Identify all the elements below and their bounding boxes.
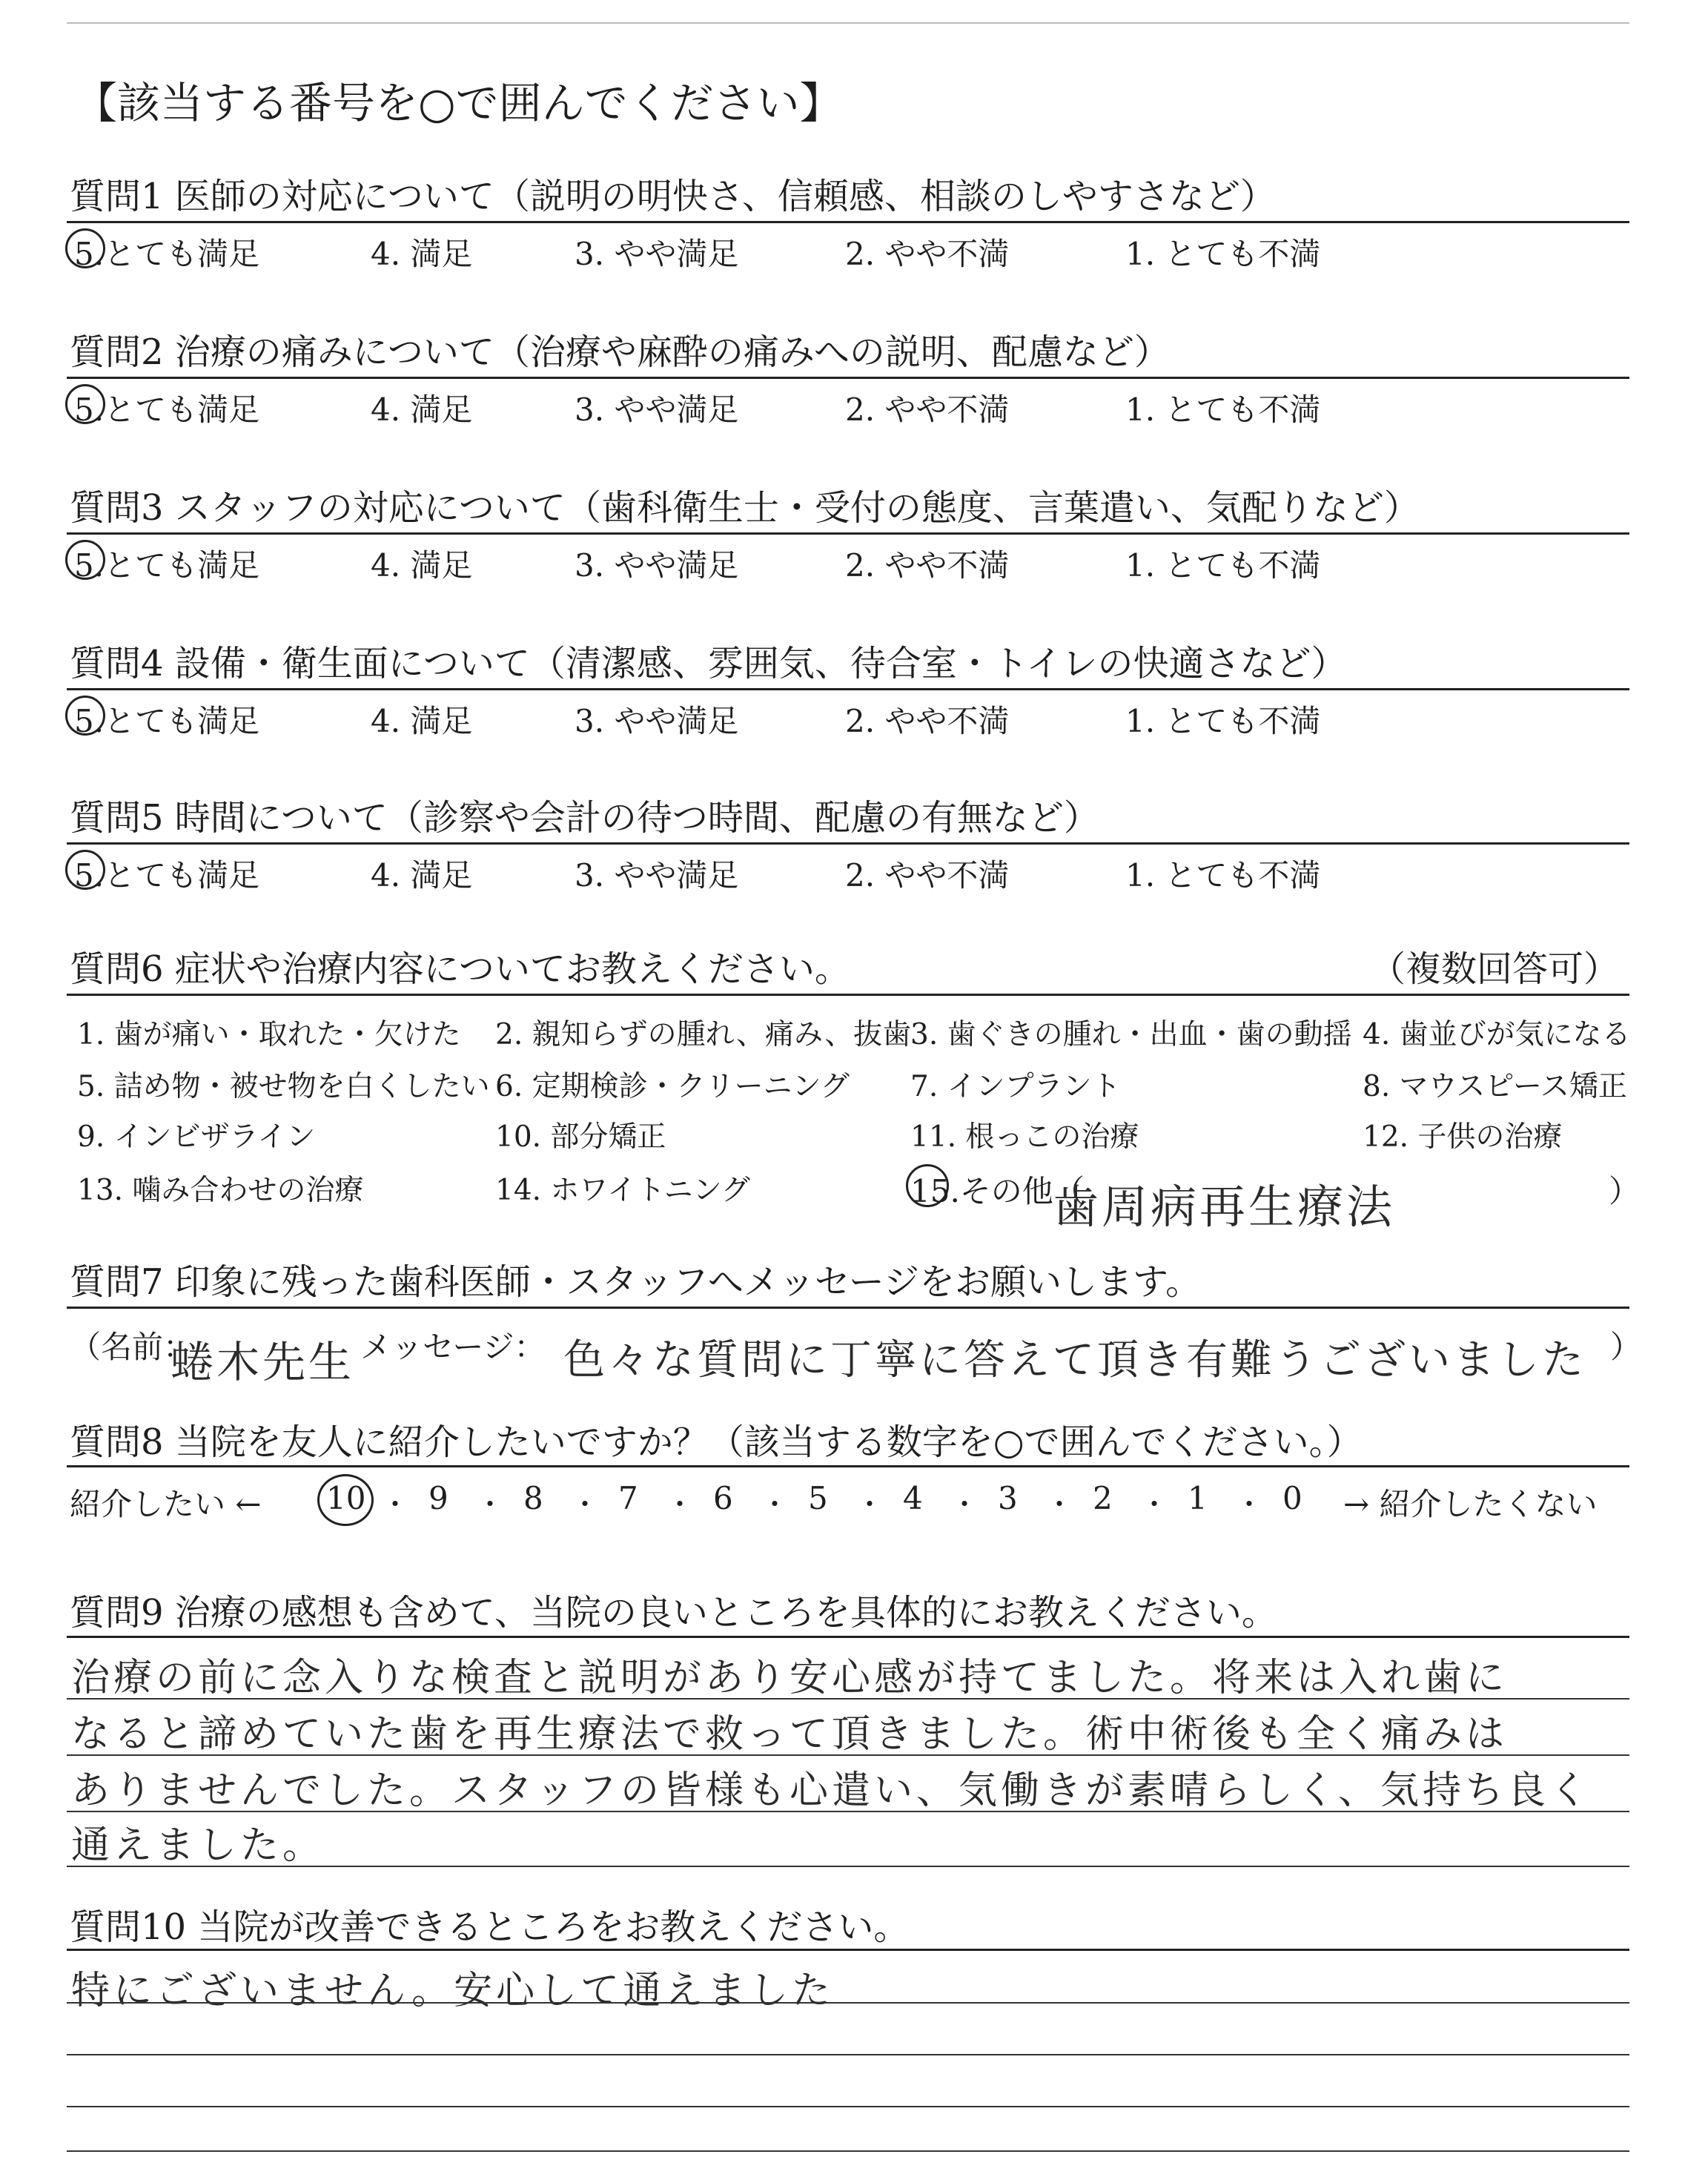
q6-option: 1. 歯が痛い・取れた・欠けた [77,1018,461,1051]
q8-scale-separator: ・ [381,1488,410,1521]
q8-scale-separator: ・ [1045,1488,1074,1521]
question-2-option: 2. やや不満 [845,392,1010,428]
q8-scale-separator: ・ [476,1488,505,1521]
q9-handwritten-line: 通えました。 [71,1823,325,1868]
q6-other-handwriting: 歯周病再生療法 [1053,1180,1396,1234]
question-2-option: 1. とても不満 [1125,392,1321,428]
q8-scale-value: 10 [326,1480,366,1516]
question-1-option: 2. やや不満 [845,236,1010,272]
question-3-option: 3. やや満足 [575,547,739,584]
q6-other-close: ） [1609,1173,1641,1209]
q7-close: ） [1610,1329,1642,1365]
q8-scale-separator: ・ [571,1488,600,1521]
q6-option: 6. 定期検診・クリーニング [495,1070,850,1103]
question-4-rule [67,688,1629,690]
question-4-option: 3. やや満足 [575,703,739,739]
question-5-option: 1. とても不満 [1125,857,1321,894]
q9-handwritten-line: 治療の前に念入りな検査と説明があり安心感が持てました。将来は入れ歯に [71,1656,1509,1700]
q7-heading: 質問7 印象に残った歯科医師・スタッフへメッセージをお願いします。 [70,1261,1202,1303]
q6-heading: 質問6 症状や治療内容についてお教えください。 [70,948,850,990]
q6-other-label: 15.その他（ [910,1173,1085,1209]
q10-handwritten-line: 特にございません。安心して通えました [71,1969,835,2013]
q6-option: 11. 根っこの治療 [910,1120,1139,1154]
question-1-answer-circle [65,228,105,268]
q6-option: 13. 噛み合わせの治療 [77,1174,364,1207]
question-3-option: 1. とても不満 [1125,547,1321,584]
q10-answer-rule [67,2150,1629,2152]
q8-scale-separator: ・ [855,1488,884,1521]
q8-scale-separator: ・ [1235,1488,1264,1521]
q8-scale-value: 4 [903,1480,923,1516]
q8-right-label: → 紹介したくない [1343,1486,1598,1522]
question-5-rule [67,842,1629,845]
q8-rule [67,1465,1629,1467]
q10-heading: 質問10 当院が改善できるところをお教えください。 [70,1906,910,1948]
question-5-option: 3. やや満足 [575,857,739,894]
q6-option: 10. 部分矯正 [495,1120,666,1154]
q6-option: 9. インビザライン [77,1120,316,1154]
q8-scale-separator: ・ [761,1488,790,1521]
q10-rule [67,1949,1629,1951]
question-1-option: 1. とても不満 [1125,236,1321,272]
question-3-option: 4. 満足 [371,547,473,584]
q8-scale-value: 8 [523,1480,543,1516]
question-5-answer-circle [65,850,105,890]
question-2-option: 5.とても満足 [74,392,260,428]
question-3-answer-circle [65,540,105,580]
q9-heading: 質問9 治療の感想も含めて、当院の良いところを具体的にお教えください。 [70,1592,1277,1634]
question-3-rule [67,532,1629,535]
q9-rule [67,1636,1629,1638]
question-2-answer-circle [65,384,105,424]
question-4-answer-circle [65,696,105,736]
question-3-option: 5.とても満足 [74,547,260,584]
page-title: 【該当する番号を○で囲んでください】 [74,78,843,128]
q9-handwritten-line: なると諦めていた歯を再生療法で救って頂きました。術中術後も全く痛みは [71,1712,1509,1757]
q8-selected-circle [317,1474,374,1526]
q9-answer-rule [67,1866,1629,1867]
q6-option: 8. マウスピース矯正 [1363,1070,1627,1103]
question-1-heading: 質問1 医師の対応について（説明の明快さ、信頼感、相談のしやすさなど） [70,176,1276,217]
q6-option: 5. 詰め物・被せ物を白くしたい [77,1070,490,1103]
q10-answer-rule [67,2002,1629,2004]
question-1-option: 5.とても満足 [74,236,260,272]
q6-option: 12. 子供の治療 [1363,1120,1563,1154]
q10-answer-rule [67,2106,1629,2107]
q8-scale-separator: ・ [666,1488,695,1521]
question-1-option: 3. やや満足 [575,236,739,272]
question-1-option: 4. 満足 [371,236,473,272]
q7-name-handwriting: 蜷木先生 [171,1337,355,1387]
q8-scale-value: 6 [713,1480,733,1516]
question-5-option: 2. やや不満 [845,857,1010,894]
q6-rule [67,994,1629,996]
q6-option: 3. 歯ぐきの腫れ・出血・歯の動揺 [910,1018,1352,1051]
q6-note: （複数回答可） [1370,948,1620,990]
q6-option: 7. インプラント [910,1070,1121,1103]
question-5-heading: 質問5 時間について（診察や会計の待つ時間、配慮の有無など） [70,797,1099,839]
question-4-option: 1. とても不満 [1125,703,1321,739]
question-2-option: 4. 満足 [371,392,473,428]
question-2-rule [67,377,1629,379]
q8-scale-value: 2 [1093,1480,1113,1516]
q7-message-handwriting: 色々な質問に丁寧に答えて頂き有難うございました [563,1336,1586,1384]
question-4-option: 4. 満足 [371,703,473,739]
q9-answer-rule [67,1811,1629,1812]
question-3-heading: 質問3 スタッフの対応について（歯科衛生士・受付の態度、言葉遣い、気配りなど） [70,487,1420,529]
q9-answer-rule [67,1754,1629,1756]
q8-scale-value: 0 [1282,1480,1302,1516]
q8-scale-value: 1 [1188,1480,1208,1516]
q7-rule [67,1307,1629,1309]
question-4-option: 5.とても満足 [74,703,260,739]
question-4-option: 2. やや不満 [845,703,1010,739]
q8-scale-value: 3 [998,1480,1018,1516]
q8-scale-value: 5 [808,1480,828,1516]
question-4-heading: 質問4 設備・衛生面について（清潔感、雰囲気、待合室・トイレの快適さなど） [70,643,1347,684]
q8-left-label: 紹介したい ← [70,1486,262,1522]
question-5-option: 4. 満足 [371,857,473,894]
q6-option: 14. ホワイトニング [495,1174,750,1207]
q10-answer-rule [67,2054,1629,2055]
question-5-option: 5.とても満足 [74,857,260,894]
q6-option: 2. 親知らずの腫れ、痛み、抜歯 [495,1018,912,1051]
q8-scale-separator: ・ [1140,1488,1169,1521]
q9-answer-rule [67,1698,1629,1700]
question-2-heading: 質問2 治療の痛みについて（治療や麻酔の痛みへの説明、配慮など） [70,331,1170,373]
question-3-option: 2. やや不満 [845,547,1010,584]
q7-name-label: （名前： [70,1329,195,1365]
q8-scale-separator: ・ [950,1488,979,1521]
top-border [67,22,1629,24]
q8-scale-value: 9 [428,1480,448,1516]
q9-handwritten-line: ありませんでした。スタッフの皆様も心遣い、気働きが素晴らしく、気持ち良く [71,1768,1592,1813]
question-1-rule [67,221,1629,223]
question-2-option: 3. やや満足 [575,392,739,428]
q8-scale-value: 7 [618,1480,638,1516]
q8-heading: 質問8 当院を友人に紹介したいですか？（該当する数字を○で囲んでください。） [70,1421,1363,1463]
q6-option: 4. 歯並びが気になる [1363,1018,1631,1051]
q7-message-label: メッセージ： [360,1329,546,1365]
